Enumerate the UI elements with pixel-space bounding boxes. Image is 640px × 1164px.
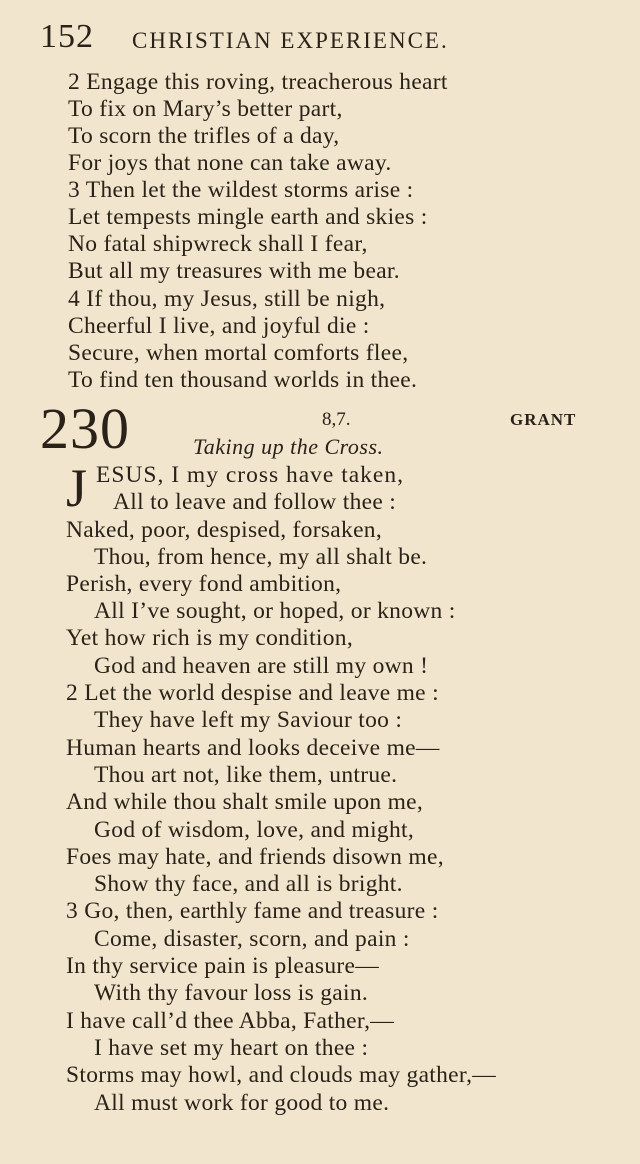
verse-line: Human hearts and looks deceive me— xyxy=(66,735,440,761)
verse-line: Thou, from hence, my all shalt be. xyxy=(94,544,428,570)
verse-line: God and heaven are still my own ! xyxy=(94,653,429,679)
verse-line: Come, disaster, scorn, and pain : xyxy=(94,926,410,952)
verse-line: 2 Engage this roving, treacherous heart xyxy=(68,69,448,95)
hymn-title: Taking up the Cross. xyxy=(193,434,384,459)
verse-line: All must work for good to me. xyxy=(94,1090,390,1116)
verse-line: To find ten thousand worlds in thee. xyxy=(68,367,418,393)
verse-line: They have left my Saviour too : xyxy=(94,707,403,733)
verse-line: Perish, every fond ambition, xyxy=(66,571,342,597)
hymn-number: 230 xyxy=(40,396,130,461)
running-title: CHRISTIAN EXPERIENCE. xyxy=(132,28,449,53)
verse-line: All to leave and follow thee : xyxy=(113,489,397,515)
verse-line: Naked, poor, despised, forsaken, xyxy=(66,517,383,543)
verse-line: Thou art not, like them, untrue. xyxy=(94,762,398,788)
verse-line: No fatal shipwreck shall I fear, xyxy=(68,231,368,257)
verse-line: Foes may hate, and friends disown me, xyxy=(66,844,444,870)
verse-line: I have set my heart on thee : xyxy=(94,1035,369,1061)
verse-line: 3 Then let the wildest storms arise : xyxy=(68,177,414,203)
verse-line: Show thy face, and all is bright. xyxy=(94,871,403,897)
hymn-meter: 8,7. xyxy=(322,409,351,430)
verse-line: Cheerful I live, and joyful die : xyxy=(68,313,370,339)
verse-line: 3 Go, then, earthly fame and treasure : xyxy=(66,898,439,924)
drop-cap: J xyxy=(66,458,88,518)
verse-line: To fix on Mary’s better part, xyxy=(68,96,343,122)
verse-line: Yet how rich is my condition, xyxy=(66,625,354,651)
verse-line: All I’ve sought, or hoped, or known : xyxy=(94,598,456,624)
first-line: ESUS, I my cross have taken, xyxy=(96,462,404,488)
verse-line: With thy favour loss is gain. xyxy=(94,980,369,1006)
verse-line: Secure, when mortal comforts flee, xyxy=(68,340,409,366)
page-number: 152 xyxy=(40,18,94,55)
verse-line: In thy service pain is pleasure— xyxy=(66,953,380,979)
verse-line: Let tempests mingle earth and skies : xyxy=(68,204,428,230)
verse-line: For joys that none can take away. xyxy=(68,150,392,176)
verse-line: And while thou shalt smile upon me, xyxy=(66,789,424,815)
page-header xyxy=(40,18,600,58)
verse-line: But all my treasures with me bear. xyxy=(68,258,400,284)
tune-name: GRANT xyxy=(510,410,577,429)
verse-line: God of wisdom, love, and might, xyxy=(94,817,414,843)
verse-line: 2 Let the world despise and leave me : xyxy=(66,680,439,706)
verse-line: 4 If thou, my Jesus, still be nigh, xyxy=(68,286,386,312)
verse-line: I have call’d thee Abba, Father,— xyxy=(66,1008,395,1034)
verse-line: To scorn the trifles of a day, xyxy=(68,123,340,149)
verse-line: Storms may howl, and clouds may gather,— xyxy=(66,1062,497,1088)
